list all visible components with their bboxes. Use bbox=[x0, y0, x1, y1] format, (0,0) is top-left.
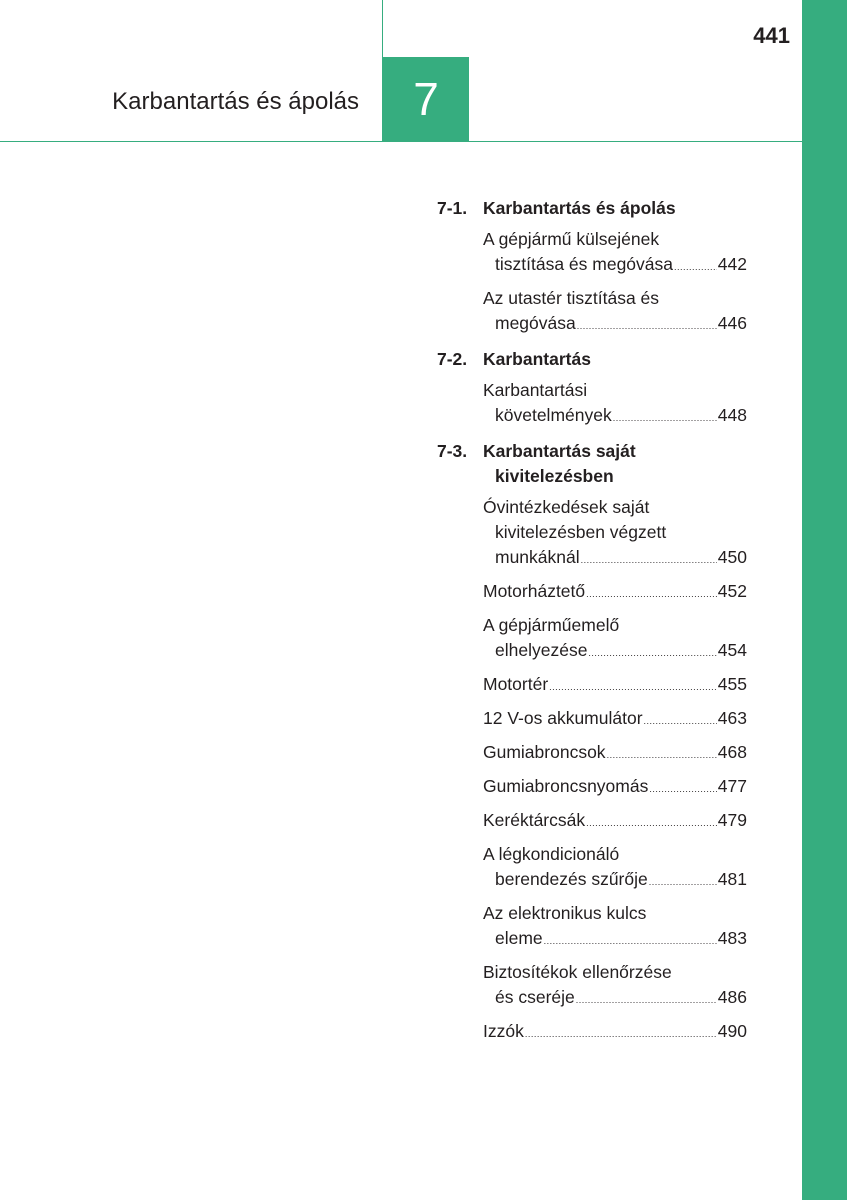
section-title bbox=[483, 439, 747, 489]
entry-title-line: munkáknál bbox=[495, 547, 580, 567]
entry-title-line: Az utastér tisztítása és bbox=[483, 288, 660, 308]
entry-page-number: 477 bbox=[717, 776, 747, 796]
dot-leader bbox=[649, 774, 716, 802]
entry-title-line: tisztítása és megóvása bbox=[495, 254, 673, 274]
entry-title-line: Keréktárcsák bbox=[483, 810, 586, 830]
entry-page-number: 446 bbox=[717, 313, 747, 333]
dot-leader bbox=[607, 740, 717, 768]
toc-entry[interactable] bbox=[483, 286, 747, 339]
entry-title-line: kivitelezésben végzett bbox=[495, 522, 667, 542]
dot-leader bbox=[576, 985, 717, 1013]
chapter-title: Karbantartás és ápolás bbox=[112, 88, 359, 115]
entry-title-line: Óvintézkedések saját bbox=[483, 497, 650, 517]
page-number: 441 bbox=[753, 23, 790, 48]
entry-title-line: 12 V-os akkumulátor bbox=[483, 708, 643, 728]
entry-title-line: Biztosítékok ellenőrzése bbox=[483, 962, 672, 982]
entry-leader-line bbox=[483, 403, 747, 431]
entry-leader-line bbox=[483, 638, 747, 666]
toc-entries bbox=[437, 495, 747, 1047]
entry-leader-line bbox=[483, 1019, 747, 1047]
chapter-side-tab bbox=[802, 0, 847, 1200]
section-number: 7-2. bbox=[437, 349, 468, 369]
toc-entry[interactable] bbox=[483, 227, 747, 280]
toc-entry[interactable] bbox=[483, 579, 747, 607]
entry-leader-line bbox=[483, 545, 747, 573]
entry-leader-line bbox=[483, 706, 747, 734]
toc-section bbox=[437, 439, 747, 1047]
entry-title-line: berendezés szűrője bbox=[495, 869, 648, 889]
section-title-line: Karbantartás bbox=[483, 349, 591, 369]
toc-section bbox=[437, 196, 747, 339]
dot-leader bbox=[544, 926, 717, 954]
dot-leader bbox=[644, 706, 717, 734]
entry-title-line: Karbantartási bbox=[483, 380, 588, 400]
entry-leader-line bbox=[483, 867, 747, 895]
entry-title-line: és cseréje bbox=[495, 987, 575, 1007]
entry-page-number: 468 bbox=[717, 742, 747, 762]
toc-section-heading[interactable] bbox=[437, 196, 747, 221]
section-title-line: Karbantartás saját bbox=[483, 441, 636, 461]
section-title bbox=[483, 196, 747, 221]
entry-title-line: Az elektronikus kulcs bbox=[483, 903, 647, 923]
section-title-line: kivitelezésben bbox=[495, 466, 614, 486]
entry-title-line: A légkondicionáló bbox=[483, 844, 620, 864]
entry-leader-line bbox=[483, 672, 747, 700]
toc-entry[interactable] bbox=[483, 495, 747, 573]
entry-page-number: 481 bbox=[717, 869, 747, 889]
entry-page-number: 455 bbox=[717, 674, 747, 694]
toc-entry[interactable] bbox=[483, 706, 747, 734]
entry-title-line: Izzók bbox=[483, 1021, 524, 1041]
toc-entries bbox=[437, 227, 747, 339]
dot-leader bbox=[581, 545, 717, 573]
entry-leader-line bbox=[483, 311, 747, 339]
entry-page-number: 450 bbox=[717, 547, 747, 567]
entry-leader-line bbox=[483, 740, 747, 768]
toc-entry[interactable] bbox=[483, 960, 747, 1013]
entry-page-number: 483 bbox=[717, 928, 747, 948]
entry-title-line: Gumiabroncsok bbox=[483, 742, 606, 762]
dot-leader bbox=[613, 403, 717, 431]
entry-leader-line bbox=[483, 252, 747, 280]
section-number: 7-1. bbox=[437, 198, 468, 218]
entry-page-number: 452 bbox=[717, 581, 747, 601]
dot-leader bbox=[588, 638, 716, 666]
chapter-number-badge: 7 bbox=[383, 57, 469, 142]
entry-title-line: Motortér bbox=[483, 674, 549, 694]
entry-page-number: 454 bbox=[717, 640, 747, 660]
entry-title-line: eleme bbox=[495, 928, 543, 948]
entry-leader-line bbox=[483, 808, 747, 836]
entry-title-line: Gumiabroncsnyomás bbox=[483, 776, 649, 796]
toc-entry[interactable] bbox=[483, 901, 747, 954]
entry-leader-line bbox=[483, 774, 747, 802]
entry-page-number: 463 bbox=[717, 708, 747, 728]
toc-entry[interactable] bbox=[483, 1019, 747, 1047]
toc-entry[interactable] bbox=[483, 378, 747, 431]
toc-entry[interactable] bbox=[483, 842, 747, 895]
section-title bbox=[483, 347, 747, 372]
dot-leader bbox=[674, 252, 717, 280]
toc-entry[interactable] bbox=[483, 808, 747, 836]
section-number: 7-3. bbox=[437, 441, 468, 461]
entry-title-line: A gépjárműemelő bbox=[483, 615, 620, 635]
entry-page-number: 448 bbox=[717, 405, 747, 425]
entry-page-number: 479 bbox=[717, 810, 747, 830]
toc-entry[interactable] bbox=[483, 740, 747, 768]
toc-entry[interactable] bbox=[483, 672, 747, 700]
dot-leader bbox=[549, 672, 717, 700]
entry-page-number: 486 bbox=[717, 987, 747, 1007]
section-title-line: Karbantartás és ápolás bbox=[483, 198, 676, 218]
toc-section-heading[interactable] bbox=[437, 439, 747, 489]
toc-section bbox=[437, 347, 747, 431]
entry-title-line: megóvása bbox=[495, 313, 576, 333]
dot-leader bbox=[525, 1019, 717, 1047]
dot-leader bbox=[577, 311, 717, 339]
table-of-contents bbox=[437, 196, 747, 1055]
entry-title-line: elhelyezése bbox=[495, 640, 588, 660]
dot-leader bbox=[586, 808, 717, 836]
entry-title-line: Motorháztető bbox=[483, 581, 586, 601]
toc-entry[interactable] bbox=[483, 613, 747, 666]
entry-title-line: követelmények bbox=[495, 405, 612, 425]
toc-section-heading[interactable] bbox=[437, 347, 747, 372]
entry-leader-line bbox=[483, 985, 747, 1013]
entry-page-number: 490 bbox=[717, 1021, 747, 1041]
entry-page-number: 442 bbox=[717, 254, 747, 274]
toc-entry[interactable] bbox=[483, 774, 747, 802]
entry-leader-line bbox=[483, 926, 747, 954]
dot-leader bbox=[586, 579, 717, 607]
entry-leader-line bbox=[483, 579, 747, 607]
dot-leader bbox=[649, 867, 717, 895]
toc-entries bbox=[437, 378, 747, 431]
entry-title-line: A gépjármű külsejének bbox=[483, 229, 660, 249]
